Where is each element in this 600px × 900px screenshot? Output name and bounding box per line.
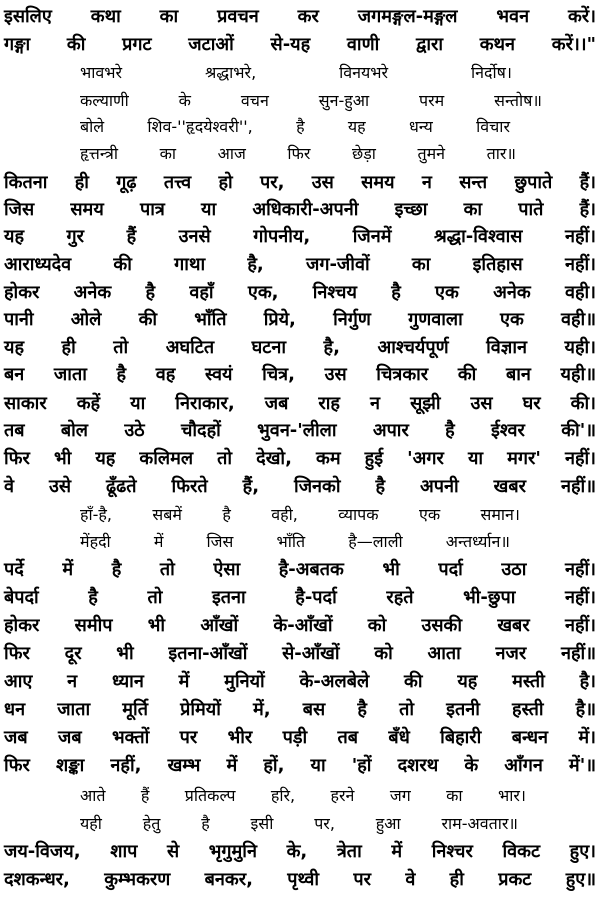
doha-line-5: हाँ-है, सबमें है वही, व्यापक एक समान। [80, 505, 520, 524]
verse-line-3: कितना ही गूढ़ तत्त्व हो पर, उस समय न सन्त छुपाते हैं। [4, 172, 596, 193]
verse-line-4: जिस समय पात्र या अधिकारी-अपनी इच्छा का पाते हैं। [4, 199, 596, 220]
doha-line-4: हृत्तन्त्री का आज फिर छेड़ा तुमने तार॥ [80, 144, 516, 163]
verse-line-14: वे उसे ढूँढते फिरते हैं, जिनको है अपनी खबर नहीं॥ [4, 476, 596, 497]
verse-line-6: आराध्यदेव की गाथा है, जग-जीवों का इतिहास नहीं। [4, 254, 596, 275]
verse-line-19: आए न ध्यान में मुनियों के-अलबेले की यह मस्ती है। [4, 671, 596, 692]
verse-line-22: फिर शङ्का नहीं, खम्भ में हों, या 'हों दशरथ के आँगन में'॥ [4, 755, 596, 776]
verse-line-15: पर्दे में है तो ऐसा है-अबतक भी पर्दा उठा नहीं। [4, 559, 596, 580]
verse-line-23: जय-विजय, शाप से भृगुमुनि के, त्रेता में निश्चर विकट हुए। [4, 841, 596, 862]
verse-line-9: यह ही तो अघटित घटना है, आश्चर्यपूर्ण विज्ञान यही। [4, 337, 596, 358]
verse-line-1: इसलिए कथा का प्रवचन कर जगमङ्गल-मङ्गल भवन करें। [4, 6, 596, 27]
verse-line-24: दशकन्धर, कुम्भकरण बनकर, पृथ्वी पर वे ही प्रकट हुए॥ [4, 869, 596, 890]
doha-line-7: आते हैं प्रतिकल्प हरि, हरने जग का भार। [80, 786, 526, 805]
doha-line-6: मेंहदी में जिस भाँति है—लाली अन्तर्ध्यान॥ [80, 532, 510, 551]
verse-line-17: होकर समीप भी आँखों के-आँखों को उसकी खबर नहीं। [4, 615, 596, 636]
verse-line-13: फिर भी यह कलिमल तो देखो, कम हुई 'अगर या मगर' नहीं। [4, 448, 596, 469]
verse-line-2: गङ्गा की प्रगट जटाओं से-यह वाणी द्वारा कथन करें।।" [4, 34, 596, 55]
verse-line-21: जब जब भक्तों पर भीर पड़ी तब बँधे बिहारी बन्धन में। [4, 727, 596, 748]
doha-line-8: यही हेतु है इसी पर, हुआ राम-अवतार॥ [80, 814, 518, 833]
verse-line-5: यह गुर हैं उनसे गोपनीय, जिनमें श्रद्धा-विश्वास नहीं। [4, 226, 596, 247]
verse-line-11: साकार कहें या निराकार, जब राह न सूझी उस घर की। [4, 393, 596, 414]
doha-line-2: कल्याणी के वचन सुन-हुआ परम सन्तोष॥ [80, 91, 542, 110]
verse-line-12: तब बोल उठे चौदहों भुवन-'लीला अपार है ईश्वर की'॥ [4, 420, 596, 441]
verse-line-18: फिर दूर भी इतना-आँखों से-आँखों को आता नजर नहीं॥ [4, 643, 596, 664]
verse-line-7: होकर अनेक है वहाँ एक, निश्चय है एक अनेक वही। [4, 282, 596, 303]
verse-line-10: बन जाता है वह स्वयं चित्र, उस चित्रकार की बान यही॥ [4, 364, 596, 385]
doha-line-1: भावभरे श्रद्धाभरे, विनयभरे निर्दोष। [80, 63, 512, 82]
verse-line-20: धन जाता मूर्ति प्रेमियों में, बस है तो इतनी हस्ती है॥ [4, 699, 596, 720]
verse-line-8: पानी ओले की भाँति प्रिये, निर्गुण गुणवाला एक वही॥ [4, 309, 596, 330]
verse-line-16: बेपर्दा है तो इतना है-पर्दा रहते भी-छुपा नहीं। [4, 587, 596, 608]
doha-line-3: बोले शिव-''हृदयेश्वरी'', है यह धन्य विचार [80, 117, 510, 136]
